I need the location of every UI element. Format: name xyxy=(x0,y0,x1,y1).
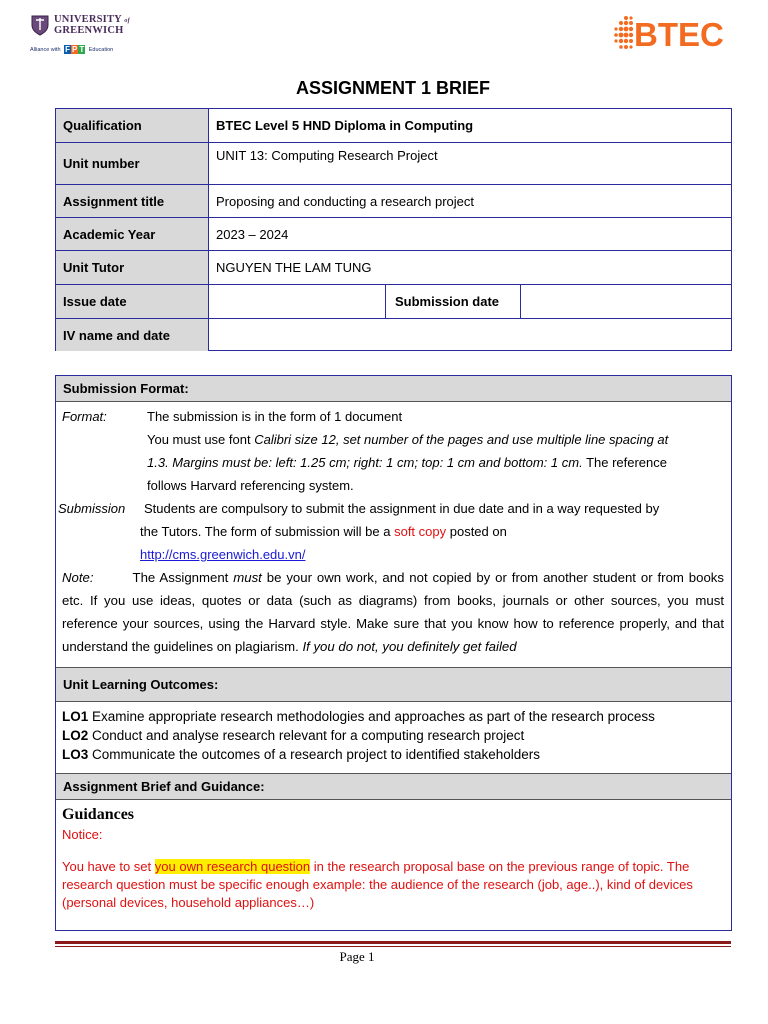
format-line-3: 1.3. Margins must be: left: 1.25 cm; right: 1 cm; top: 1 cm and bottom: 1 cm. The reference xyxy=(147,455,667,470)
assignment-title-row xyxy=(56,184,731,217)
guidance-heading: Assignment Brief and Guidance: xyxy=(56,773,731,800)
unit-tutor-value: NGUYEN THE LAM TUNG xyxy=(216,260,372,275)
footer-rule-thin xyxy=(55,946,731,947)
assignment-title-label: Assignment title xyxy=(56,185,209,217)
format-line-4: follows Harvard referencing system. xyxy=(147,478,354,493)
btec-logo xyxy=(612,12,748,56)
note-label: Note: xyxy=(62,570,94,585)
submission-line-2: the Tutors. The form of submission will be a soft copy posted on xyxy=(140,524,507,539)
guidances-title: Guidances xyxy=(62,806,135,823)
outcome-item: LO2 Conduct and analyse research relevant for a computing research project xyxy=(62,728,525,743)
unit-tutor-row xyxy=(56,250,731,284)
page-title: ASSIGNMENT 1 BRIEF xyxy=(295,78,491,98)
note-paragraph: Note: The Assignment must be your own work, and not copied by or from another student or from books etc. If you use ideas, quotes or data (such as diagrams) from books, journals or other sources, you must reference your sources, using the Harvard style. Make sure that you know how to reference properly, and that understand the guidelines on plagiarism. If you do not, you definitely get failed xyxy=(62,570,724,654)
university-greenwich-logo xyxy=(30,14,140,62)
assignment-title-value: Proposing and conducting a research project xyxy=(216,193,474,209)
iv-label: IV name and date xyxy=(56,319,209,351)
academic-year-label: Academic Year xyxy=(56,218,209,250)
page-number: Page 1 xyxy=(339,949,375,964)
unit-number-value: UNIT 13: Computing Research Project xyxy=(216,148,438,163)
notice-label: Notice: xyxy=(62,827,103,842)
cms-link[interactable]: http://cms.greenwich.edu.vn/ xyxy=(140,547,306,562)
submission-line-1: Students are compulsory to submit the assignment in due date and in a way requested by xyxy=(144,501,660,516)
unit-tutor-label: Unit Tutor xyxy=(56,251,209,284)
unit-number-row xyxy=(56,142,731,184)
submission-label: Submission xyxy=(58,501,126,516)
submission-format-heading: Submission Format: xyxy=(56,376,731,402)
footer-rule xyxy=(55,941,731,944)
qualification-value: BTEC Level 5 HND Diploma in Computing xyxy=(216,118,474,133)
guidance-text: You have to set you own research question in the research proposal base on the previous range of topic. The research question must be specific enough example: the audience of the research (job, age..), kind of devices (personal devices, household appliances…) xyxy=(62,859,693,910)
unit-number-label: Unit number xyxy=(56,143,209,184)
iv-value[interactable] xyxy=(209,319,731,351)
details-table xyxy=(55,375,732,931)
academic-year-row xyxy=(56,217,731,250)
alliance-line: Alliance with F P T Education xyxy=(30,45,114,54)
issue-date-row xyxy=(56,284,731,318)
outcomes-heading: Unit Learning Outcomes: xyxy=(56,667,731,702)
format-line-1: The submission is in the form of 1 document xyxy=(147,409,403,424)
fpt-logo: F P T xyxy=(65,45,85,54)
brief-table xyxy=(55,108,732,351)
qualification-row xyxy=(56,109,731,142)
crest-icon xyxy=(30,14,50,36)
iv-row xyxy=(56,318,731,351)
format-line-2: You must use font Calibri size 12, set number of the pages and use multiple line spacing at xyxy=(147,432,669,447)
academic-year-value: 2023 – 2024 xyxy=(216,226,289,242)
issue-date-label: Issue date xyxy=(56,285,209,318)
format-label: Format: xyxy=(62,409,107,424)
issue-date-value[interactable] xyxy=(209,285,386,318)
university-name: UNIVERSITY of GREENWICH xyxy=(54,14,130,36)
outcome-item: LO1 Examine appropriate research methodologies and approaches as part of the research process xyxy=(62,709,655,724)
submission-date-label: Submission date xyxy=(388,285,521,318)
outcome-item: LO3 Communicate the outcomes of a research project to identified stakeholders xyxy=(62,747,541,762)
qualification-label: Qualification xyxy=(56,109,209,142)
btec-wordmark: BTEC xyxy=(634,16,724,53)
submission-date-value[interactable] xyxy=(523,285,731,318)
